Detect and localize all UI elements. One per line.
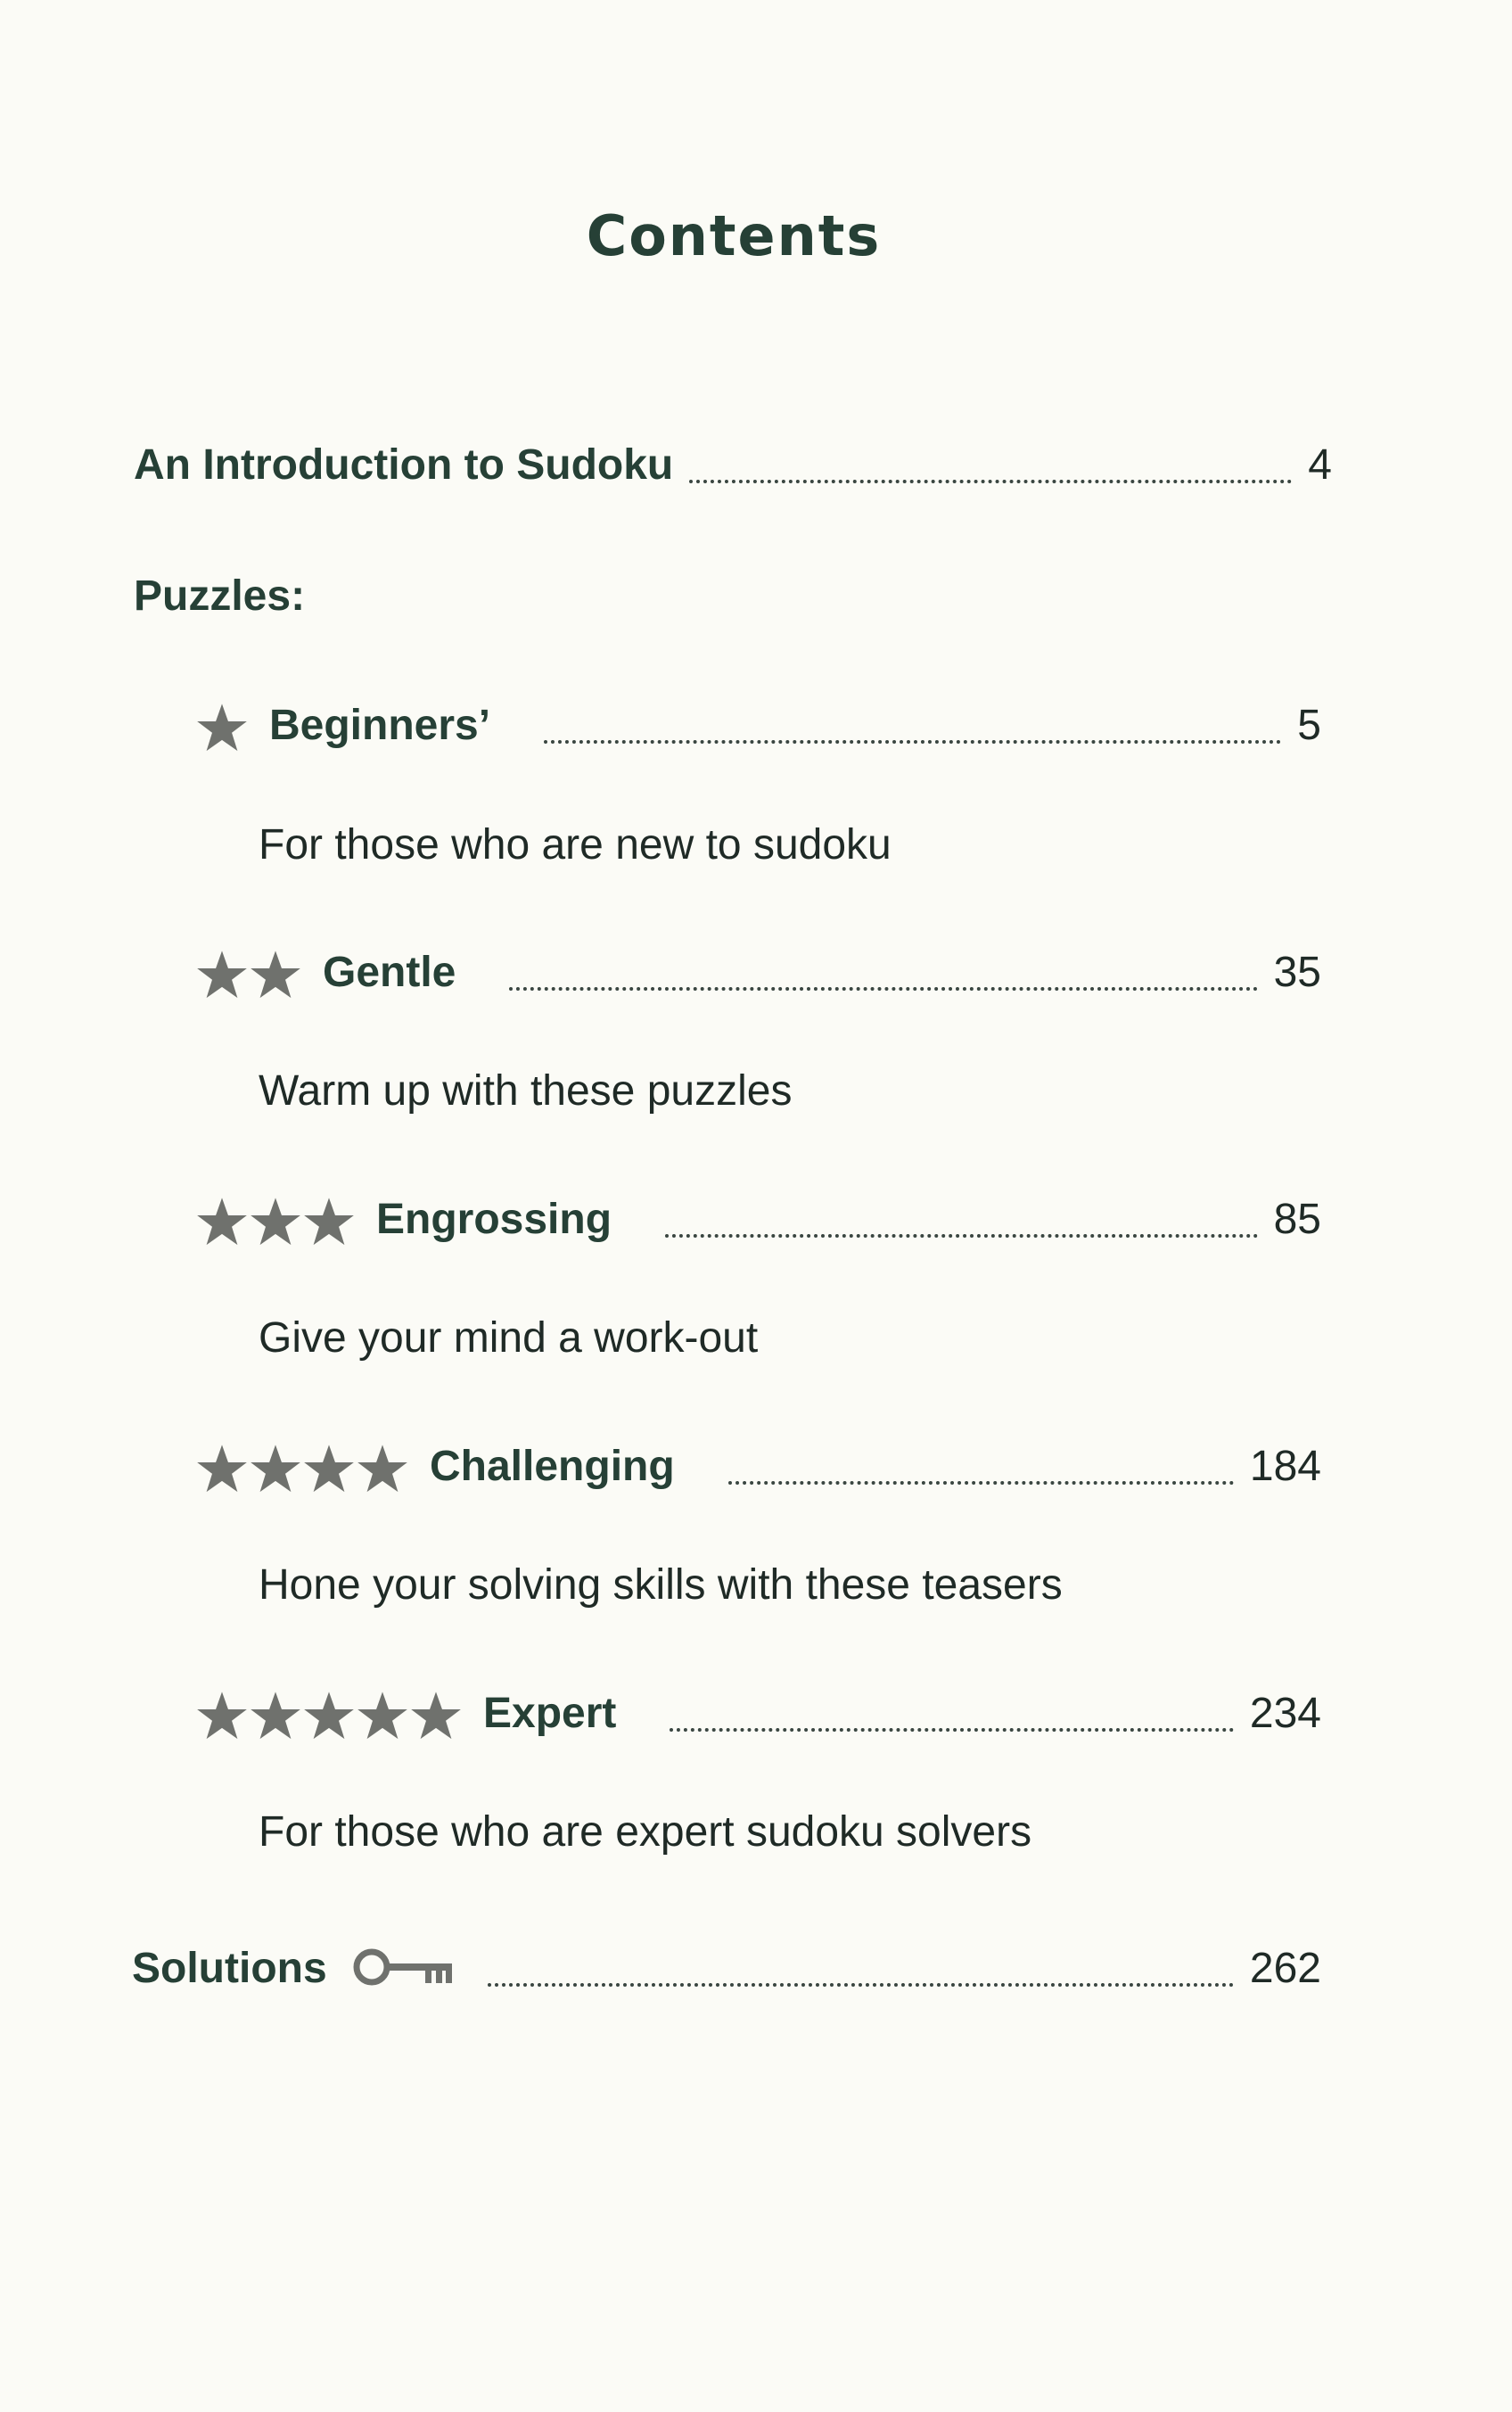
level-page-number: 35 — [1273, 949, 1321, 996]
toc-entry-challenging[interactable] — [196, 1442, 1321, 1495]
level-title: Expert — [483, 1690, 617, 1737]
star-icon — [250, 950, 301, 1000]
star-icon — [357, 1691, 408, 1741]
star-icon — [196, 703, 248, 753]
dot-leader — [509, 987, 1257, 991]
star-icon — [250, 1691, 301, 1741]
solutions-page-number: 262 — [1249, 1945, 1321, 1992]
dot-leader — [670, 1728, 1234, 1732]
star-icon — [303, 1691, 355, 1741]
difficulty-stars — [196, 1444, 410, 1494]
dot-leader — [728, 1481, 1234, 1485]
star-icon — [250, 1197, 301, 1247]
level-description: Warm up with these puzzles — [259, 1067, 793, 1115]
puzzles-heading: Puzzles: — [134, 572, 306, 620]
star-icon — [196, 1197, 248, 1247]
solutions-title: Solutions — [132, 1945, 327, 1992]
star-icon — [250, 1444, 301, 1494]
star-icon — [196, 1691, 248, 1741]
dot-leader — [665, 1234, 1258, 1238]
toc-entry-beginners[interactable] — [196, 701, 1321, 754]
level-title: Beginners’ — [269, 702, 491, 749]
toc-entry-solutions[interactable] — [132, 1944, 1321, 1997]
level-title: Gentle — [323, 949, 456, 996]
intro-title: An Introduction to Sudoku — [134, 441, 674, 489]
level-description: Hone your solving skills with these teasers — [259, 1561, 1063, 1609]
star-icon — [303, 1444, 355, 1494]
difficulty-stars — [196, 950, 303, 1000]
dot-leader — [544, 740, 1281, 744]
star-icon — [303, 1197, 355, 1247]
toc-entry-gentle[interactable] — [196, 948, 1321, 1001]
star-icon — [196, 950, 248, 1000]
star-icon — [410, 1691, 462, 1741]
level-description: For those who are new to sudoku — [259, 821, 892, 868]
page-title: Contents — [586, 203, 882, 268]
difficulty-stars — [196, 703, 250, 753]
star-icon — [357, 1444, 408, 1494]
level-title: Engrossing — [376, 1196, 612, 1243]
dot-leader — [488, 1983, 1234, 1987]
toc-entry-intro[interactable] — [134, 440, 1332, 494]
level-title: Challenging — [430, 1443, 675, 1490]
level-page-number: 5 — [1297, 702, 1321, 749]
difficulty-stars — [196, 1691, 464, 1741]
level-description: Give your mind a work-out — [259, 1314, 759, 1362]
star-icon — [196, 1444, 248, 1494]
toc-entry-expert[interactable] — [196, 1689, 1321, 1742]
level-page-number: 85 — [1273, 1196, 1321, 1243]
key-icon — [350, 1944, 457, 1998]
level-page-number: 234 — [1249, 1690, 1321, 1737]
level-page-number: 184 — [1249, 1443, 1321, 1490]
intro-page-number: 4 — [1308, 441, 1332, 489]
level-description: For those who are expert sudoku solvers — [259, 1808, 1032, 1856]
difficulty-stars — [196, 1197, 357, 1247]
dot-leader — [689, 480, 1292, 483]
toc-entry-engrossing[interactable] — [196, 1195, 1321, 1248]
